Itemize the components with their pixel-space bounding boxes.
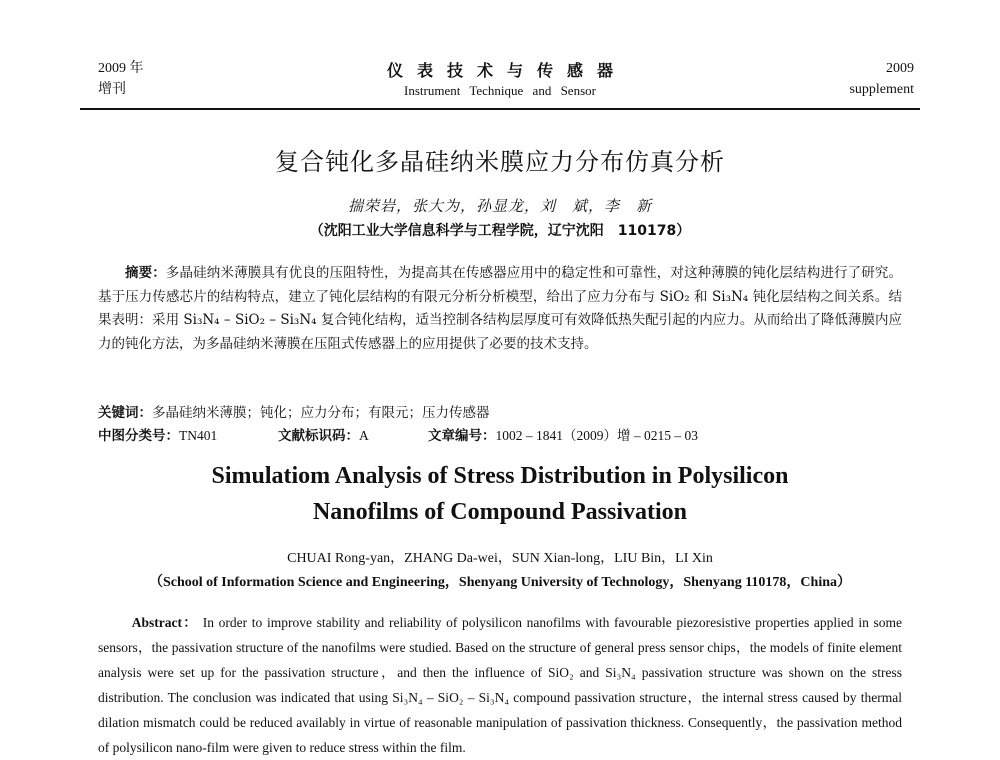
doc-code-label: 文献标识码： [278, 428, 359, 444]
header-issue: 增刊 [98, 82, 126, 97]
clc-group [98, 425, 278, 447]
article-no-value: 1002 – 1841（2009）增 – 0215 – 03 [495, 428, 698, 443]
doc-code-value: A [359, 428, 369, 443]
keywords-cn-label: 关键词： [98, 405, 152, 421]
classification-line [98, 425, 902, 447]
journal-name-cn: 仪表技术与传感器 [386, 61, 627, 80]
header-supplement: supplement [849, 82, 914, 97]
header-year: 2009 年 [98, 61, 144, 76]
abstract-cn [98, 262, 902, 356]
clc-label: 中图分类号： [98, 428, 179, 444]
header-year-right: 2009 [886, 61, 914, 76]
abstract-en-text: In order to improve stability and reliability of polysilicon nanofilms with favourable piezoresistive properties applied in some sensors，the passivation structure of the nanofilms were studied. Based on the structure of general press sensor chips，the models of finite element analysis were set up for the passivation structure，and then the influence of SiO₂ and Si₃N₄ passivation structure was shown on the stress distribution. The conclusion was indicated that using Si₃N₄ – SiO₂ – Si₃N₄ compound passivation structure，the internal stress caused by thermal dilation mismatch could be reduced availably in virtue of reasonable manipulation of passivation thickness. Consequently，the passivation method of polysilicon nano-film were given to reduce stress within the film. [98, 615, 902, 755]
paper-title-en [0, 458, 1000, 530]
authors-en: CHUAI Rong-yan，ZHANG Da-wei，SUN Xian-long，LIU Bin，LI Xin [287, 551, 713, 566]
abstract-cn-text: 多晶硅纳米薄膜具有优良的压阻特性，为提高其在传感器应用中的稳定性和可靠性，对这种薄膜的钝化层结构进行了研究。基于压力传感芯片的结构特点，建立了钝化层结构的有限元分析分析模型，给出了应力分布与 SiO₂ 和 Si₃N₄ 钝化层结构之间关系。结果表明：采用 Si₃N₄ – SiO₂ – Si₃N₄ 复合钝化结构，适当控制各结构层厚度可有效降低热失配引起的内应力。从而给出了降低薄膜内应力的钝化方法，为多晶硅纳米薄膜在压阻式传感器上的应用提供了必要的技术支持。 [98, 265, 903, 352]
header-right [849, 58, 914, 100]
journal-name-en: Instrument Technique and Sensor [404, 83, 596, 98]
header-rule [80, 108, 920, 110]
article-no-label: 文章编号： [428, 428, 496, 444]
abstract-cn-label: 摘要： [125, 265, 166, 281]
paper-title-en-line2: Nanofilms of Compound Passivation [312, 499, 688, 525]
clc-value: TN401 [179, 428, 218, 443]
doc-group [278, 425, 428, 447]
authors-cn: 揣荣岩，张大为，孙显龙，刘 斌，李 新 [347, 197, 652, 215]
abstract-en [98, 610, 902, 760]
affiliation-en: （School of Information Science and Engineering，Shenyang University of Technology，Shenyang 110178，China） [148, 575, 852, 590]
affiliation-cn: （沈阳工业大学信息科学与工程学院，辽宁沈阳 110178） [309, 223, 691, 239]
keywords-cn-text: 多晶硅纳米薄膜；钝化；应力分布；有限元；压力传感器 [152, 405, 490, 421]
paper-title-cn: 复合钝化多晶硅纳米膜应力分布仿真分析 [275, 148, 725, 176]
article-group [428, 425, 698, 447]
keywords-cn [98, 402, 902, 424]
paper-title-en-line1: Simulatiom Analysis of Stress Distribution in Polysilicon [211, 463, 789, 489]
abstract-en-label: Abstract： [131, 615, 199, 630]
